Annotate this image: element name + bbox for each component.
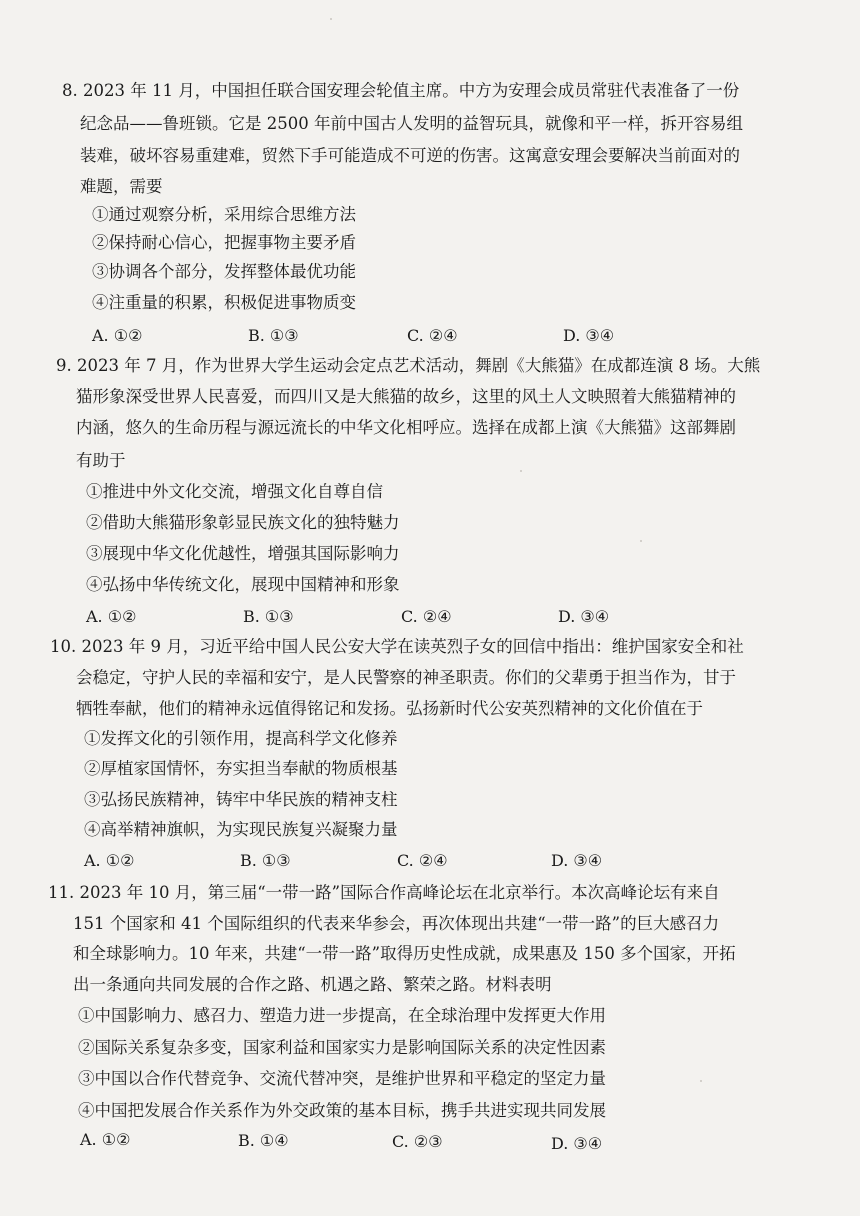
question-11-stem-line: 151 个国家和 41 个国际组织的代表来华参会，再次体现出共建“一带一路”的巨大感召力	[73, 914, 720, 933]
question-8-option: ①通过观察分析，采用综合思维方法	[92, 205, 356, 224]
question-11-option: ③中国以合作代替竞争、交流代替冲突，是维护世界和平稳定的坚定力量	[78, 1069, 606, 1088]
question-9-stem-line: 内涵，悠久的生命历程与源远流长的中华文化相呼应。选择在成都上演《大熊猫》这部舞剧	[76, 418, 736, 437]
scan-speck	[330, 18, 332, 20]
question-8-choice-c[interactable]: C. ②④	[407, 326, 458, 345]
question-9-stem-line: 猫形象深受世界人民喜爱，而四川又是大熊猫的故乡，这里的风土人文映照着大熊猫精神的	[76, 387, 736, 406]
question-8-stem-line: 装难，破坏容易重建难，贸然下手可能造成不可逆的伤害。这寓意安理会要解决当前面对的	[80, 146, 740, 165]
question-8-option: ④注重量的积累，积极促进事物质变	[92, 293, 356, 312]
question-10-option: ②厚植家国情怀，夯实担当奉献的物质根基	[84, 759, 398, 778]
question-8-choice-d[interactable]: D. ③④	[563, 326, 615, 345]
question-10-choice-c[interactable]: C. ②④	[397, 851, 448, 870]
question-10-choice-d[interactable]: D. ③④	[551, 851, 603, 870]
question-10-choice-a[interactable]: A. ①②	[84, 851, 135, 870]
scan-speck	[520, 470, 522, 472]
question-11-option: ②国际关系复杂多变，国家利益和国家实力是影响国际关系的决定性因素	[78, 1038, 606, 1057]
question-11-stem-line: 11. 2023 年 10 月，第三届“一带一路”国际合作高峰论坛在北京举行。本次高峰论坛有来自	[48, 883, 720, 902]
question-8-stem-line: 8. 2023 年 11 月，中国担任联合国安理会轮值主席。中方为安理会成员常驻代表准备了一份	[62, 81, 740, 100]
scan-speck	[700, 1080, 702, 1082]
question-8-option: ③协调各个部分，发挥整体最优功能	[92, 262, 356, 281]
question-8-choice-b[interactable]: B. ①③	[248, 326, 299, 345]
question-11-choice-a[interactable]: A. ①②	[80, 1130, 131, 1149]
question-9-choice-c[interactable]: C. ②④	[401, 607, 452, 626]
question-9-choice-b[interactable]: B. ①③	[243, 607, 294, 626]
question-8-choice-a[interactable]: A. ①②	[92, 326, 143, 345]
question-10-stem-line: 会稳定，守护人民的幸福和安宁，是人民警察的神圣职责。你们的父辈勇于担当作为，甘于	[76, 668, 736, 687]
question-11-choice-b[interactable]: B. ①④	[238, 1131, 289, 1150]
question-9-option: ①推进中外文化交流，增强文化自尊自信	[86, 482, 383, 501]
question-10-stem-line: 10. 2023 年 9 月，习近平给中国人民公安大学在读英烈子女的回信中指出：维护国家安全和社	[50, 637, 744, 656]
question-9-option: ④弘扬中华传统文化，展现中国精神和形象	[86, 575, 400, 594]
question-9-choice-d[interactable]: D. ③④	[558, 607, 610, 626]
question-11-choice-d[interactable]: D. ③④	[551, 1134, 603, 1153]
question-11-option: ①中国影响力、感召力、塑造力进一步提高，在全球治理中发挥更大作用	[78, 1006, 606, 1025]
question-8-stem-line: 难题，需要	[80, 177, 163, 196]
question-9-stem-line: 9. 2023 年 7 月，作为世界大学生运动会定点艺术活动，舞剧《大熊猫》在成都连演 8 场。大熊	[56, 356, 761, 375]
question-10-option: ①发挥文化的引领作用，提高科学文化修养	[84, 729, 398, 748]
question-8-option: ②保持耐心信心，把握事物主要矛盾	[92, 233, 356, 252]
question-11-stem-line: 和全球影响力。10 年来，共建“一带一路”取得历史性成就，成果惠及 150 多个国家，开拓	[73, 944, 736, 963]
question-9-option: ②借助大熊猫形象彰显民族文化的独特魅力	[86, 513, 400, 532]
question-9-stem-line: 有助于	[76, 451, 126, 470]
scan-speck	[640, 540, 642, 542]
question-9-option: ③展现中华文化优越性，增强其国际影响力	[86, 544, 400, 563]
question-11-stem-line: 出一条通向共同发展的合作之路、机遇之路、繁荣之路。材料表明	[73, 975, 552, 994]
question-10-option: ③弘扬民族精神，铸牢中华民族的精神支柱	[84, 790, 398, 809]
question-11-option: ④中国把发展合作关系作为外交政策的基本目标，携手共进实现共同发展	[78, 1101, 606, 1120]
question-9-choice-a[interactable]: A. ①②	[86, 607, 137, 626]
question-10-option: ④高举精神旗帜，为实现民族复兴凝聚力量	[84, 820, 398, 839]
question-10-stem-line: 牺牲奉献，他们的精神永远值得铭记和发扬。弘扬新时代公安英烈精神的文化价值在于	[76, 699, 703, 718]
question-10-choice-b[interactable]: B. ①③	[240, 851, 291, 870]
question-11-choice-c[interactable]: C. ②③	[392, 1132, 443, 1151]
question-8-stem-line: 纪念品——鲁班锁。它是 2500 年前中国古人发明的益智玩具，就像和平一样，拆开容易组	[80, 114, 743, 133]
